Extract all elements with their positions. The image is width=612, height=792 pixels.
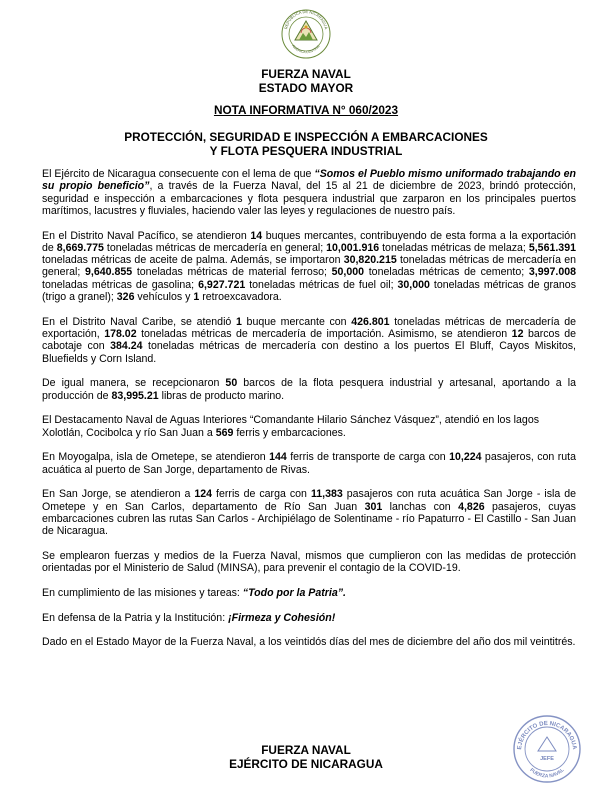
svg-text:FUERZA NAVAL xyxy=(528,767,565,779)
figure: 11,383 xyxy=(310,488,343,501)
text: De igual manera, se recepcionaron xyxy=(42,377,226,390)
text: toneladas métricas de material ferroso; xyxy=(132,266,332,279)
text: pasajeros con ruta acuática San Jorge - isla de Ometepe y en San Carlos, departamento de Río San Juan xyxy=(42,488,577,513)
subject-heading xyxy=(0,130,612,158)
note-title: NOTA INFORMATIVA N° 060/2023 xyxy=(213,103,399,117)
coat-of-arms-logo xyxy=(281,6,331,62)
text: toneladas métricas de mercadería en general; xyxy=(42,254,576,279)
figure: 8,669.775 xyxy=(56,241,104,254)
header-line-1: FUERZA NAVAL xyxy=(261,67,351,81)
text: toneladas métricas de fuel oil; xyxy=(245,278,398,291)
text: En el Distrito Naval Pacífico, se atendieron xyxy=(42,229,251,242)
figure: 3,997.008 xyxy=(528,266,576,279)
paragraph-defense xyxy=(42,612,576,624)
figure: 14 xyxy=(250,229,263,242)
text: retroexcavadora. xyxy=(199,291,282,304)
text: Dado en el Estado Mayor de la Fuerza Naval, a los veintidós días del mes de diciembre del año dos mil veintitrés. xyxy=(42,636,576,649)
figure: 6,927.721 xyxy=(198,278,246,291)
slogan: “Todo por la Patria”. xyxy=(242,586,346,599)
body-text xyxy=(42,168,576,661)
figure: 1 xyxy=(235,315,242,328)
text: En Moyogalpa, isla de Ometepe, se atendieron xyxy=(42,451,270,464)
text: lanchas con xyxy=(382,500,459,513)
paragraph-inland-waters xyxy=(42,414,576,439)
stamp-ring-text: EJÉRCITO DE NICARAGUA xyxy=(516,720,578,751)
figure: 301 xyxy=(364,500,383,513)
paragraph-san-jorge xyxy=(42,488,576,537)
text: ferris de carga con xyxy=(212,488,311,501)
figure: 384.24 xyxy=(110,340,143,353)
text: En el Distrito Naval Caribe, se atendió xyxy=(42,315,236,328)
paragraph-fishing-fleet xyxy=(42,377,576,402)
text: En defensa de la Patria y la Institución: xyxy=(42,611,229,624)
figure: 10,224 xyxy=(449,451,482,464)
stamp-bottom-text: FUERZA NAVAL xyxy=(528,767,566,780)
subject-line-1: PROTECCIÓN, SEGURIDAD E INSPECCIÓN A EMBARCACIONES xyxy=(124,130,488,144)
figure: 178.02 xyxy=(104,328,137,341)
paragraph-intro xyxy=(42,168,576,217)
subject-line-2: Y FLOTA PESQUERA INDUSTRIAL xyxy=(209,144,403,158)
figure: 326 xyxy=(116,291,135,304)
text: toneladas métricas de granos (trigo a granel); xyxy=(42,278,576,304)
figure: 50,000 xyxy=(331,266,365,279)
text: toneladas métricas de mercadería en general; xyxy=(103,241,327,254)
figure: 83,995.21 xyxy=(111,389,159,402)
paragraph-closing xyxy=(42,636,576,648)
figure: 1 xyxy=(193,291,200,304)
text: ferris y embarcaciones. xyxy=(233,426,346,439)
figure: 9,640.855 xyxy=(84,266,133,279)
text: pasajeros, con ruta acuática al puerto de San Jorge, departamento de Rivas. xyxy=(42,451,576,476)
paragraph-moyogalpa xyxy=(42,451,576,476)
paragraph-covid-measures xyxy=(42,550,576,575)
figure: 5,561.391 xyxy=(528,241,576,254)
text: En San Jorge, se atendieron a xyxy=(42,488,195,501)
text: buques mercantes, contribuyendo de esta forma a la exportación de xyxy=(42,229,577,254)
text: , a través de la Fuerza Naval, del 15 al 21 de diciembre de 2023, brindó protección, seguridad e inspección a embarcaciones y flota pesquera industrial que zarparon en los principales puertos marítimos, lacustres y fluviales, haciendo valer las leyes y regulaciones de nuestro país. xyxy=(42,180,577,217)
logo-top-text: REPÚBLICA DE NICARAGUA xyxy=(283,8,329,30)
figure: 30,820.215 xyxy=(343,254,397,267)
text: toneladas métricas de mercadería de importación. Asimismo, se atendieron xyxy=(136,328,512,341)
figure: 10,001.916 xyxy=(326,241,380,254)
figure: 50 xyxy=(225,377,238,390)
text: toneladas métricas de aceite de palma. Además, se importaron xyxy=(42,254,344,267)
text: toneladas métricas de cemento; xyxy=(364,266,529,279)
footer-line-2: EJÉRCITO DE NICARAGUA xyxy=(229,757,383,771)
paragraph-missions xyxy=(42,587,576,599)
official-stamp-seal xyxy=(511,713,583,785)
text: barcos de cabotaje con xyxy=(42,328,576,353)
figure: 30,000 xyxy=(397,278,430,291)
text: Se emplearon fuerzas y medios de la Fuerza Naval, mismos que cumplieron con las medidas de protección orientadas por el Ministerio de Salud (MINSA), para prevenir el contagio de la COVID-19. xyxy=(42,549,576,575)
text: toneladas métricas de melaza; xyxy=(379,241,529,254)
text: El Destacamento Naval de Aguas Interiores “Comandante Hilario Sánchez Vásquez”, atendió en los lagos Xolotlán, Cocibolca y río San Juan a xyxy=(42,414,540,439)
text: El Ejército de Nicaragua consecuente con el lema de que xyxy=(42,168,315,180)
svg-text:AMÉRICA CENTRAL xyxy=(291,44,321,54)
figure: 124 xyxy=(194,488,213,501)
footer-line-1: FUERZA NAVAL xyxy=(261,743,351,757)
svg-text:EJÉRCITO DE NICARAGUA xyxy=(517,721,577,751)
stamp-center-text: JEFE xyxy=(540,756,554,762)
text: En cumplimiento de las misiones y tareas: xyxy=(42,586,243,599)
text: toneladas métricas de mercadería con destino a los puertos El Bluff, Cayos Miskitos, Bluefields y Corn Island. xyxy=(42,340,576,365)
text: toneladas métricas de mercadería de exportación, xyxy=(42,315,576,341)
figure: 144 xyxy=(269,451,287,464)
text: buque mercante con xyxy=(241,315,352,328)
header-line-2: ESTADO MAYOR xyxy=(258,81,354,95)
figure: 426.801 xyxy=(351,315,390,328)
motto: “Somos el Pueblo mismo uniformado trabajando en su propio beneficio” xyxy=(42,168,576,193)
text: pasajeros, cuyas embarcaciones cubren las rutas San Carlos - Archipiélago de Solentiname - río Papaturro - El Castillo - San Juan de Nicaragua. xyxy=(42,500,576,538)
text: libras de producto marino. xyxy=(158,389,285,402)
logo-bottom-text: AMÉRICA CENTRAL xyxy=(291,43,321,55)
figure: 12 xyxy=(511,328,524,341)
paragraph-caribbean xyxy=(42,316,576,365)
text: ferris de transporte de carga con xyxy=(286,451,450,464)
slogan: ¡Firmeza y Cohesión! xyxy=(228,611,336,624)
text: barcos de la flota pesquera industrial y artesanal, aportando a la producción de xyxy=(42,377,576,402)
figure: 569 xyxy=(215,426,234,439)
text: vehículos y xyxy=(134,291,194,304)
text: toneladas métricas de gasolina; xyxy=(42,278,199,291)
paragraph-pacific xyxy=(42,230,576,304)
figure: 4,826 xyxy=(458,500,485,513)
